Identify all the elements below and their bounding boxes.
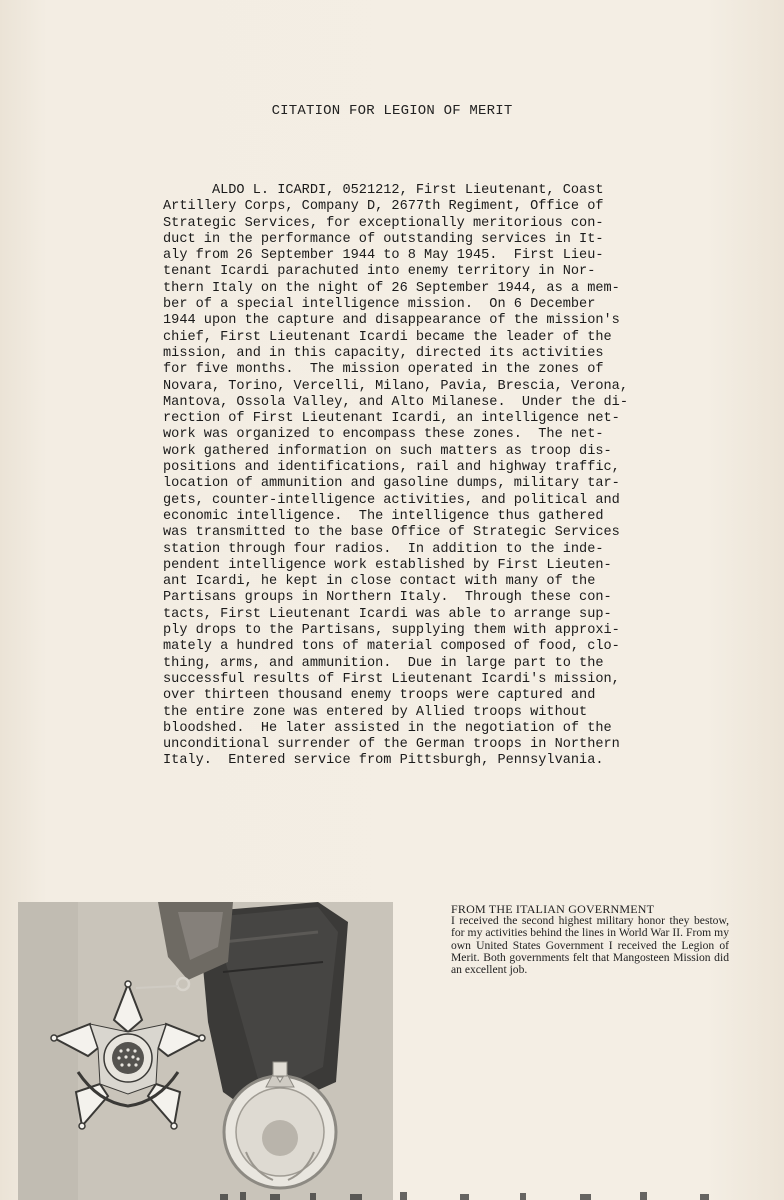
citation-line: ant Icardi, he kept in close contact with many of the xyxy=(163,574,596,590)
citation-body xyxy=(163,183,723,770)
medals-illustration xyxy=(18,902,393,1200)
citation-line: work was organized to encompass these zones. The net- xyxy=(163,427,604,443)
citation-line: rection of First Lieutenant Icardi, an intelligence net- xyxy=(163,411,620,427)
cropped-text-marks xyxy=(200,1188,760,1200)
citation-line: mission, and in this capacity, directed its activities xyxy=(163,345,604,361)
citation-line: economic intelligence. The intelligence thus gathered xyxy=(163,508,604,524)
medals-photo xyxy=(18,902,393,1200)
citation-line: for five months. The mission operated in the zones of xyxy=(163,362,604,378)
citation-line: ALDO L. ICARDI, 0521212, First Lieutenant, Coast xyxy=(163,183,604,198)
citation-line: the entire zone was entered by Allied troops without xyxy=(163,704,588,720)
citation-line: tenant Icardi parachuted into enemy territory in Nor- xyxy=(163,264,596,280)
citation-line: was transmitted to the base Office of Strategic Services xyxy=(163,525,620,541)
citation-line: Strategic Services, for exceptionally meritorious con- xyxy=(163,215,604,231)
citation-line: Novara, Torino, Vercelli, Milano, Pavia, Brescia, Verona, xyxy=(163,378,628,394)
citation-line: mately a hundred tons of material composed of food, clo- xyxy=(163,639,620,655)
citation-line: bloodshed. He later assisted in the negotiation of the xyxy=(163,720,612,736)
citation-line: ply drops to the Partisans, supplying them with approxi- xyxy=(163,623,620,639)
citation-line: thing, arms, and ammunition. Due in large part to the xyxy=(163,655,604,671)
citation-line: chief, First Lieutenant Icardi became the leader of the xyxy=(163,329,612,345)
caption-text: I received the second highest military honor they bestow, for my activities behind the lines in World War II. From my own United States Government I received the Legion of Merit. Both governments felt that Mangosteen Mission did an excellent job. xyxy=(451,914,729,977)
citation-line: Partisans groups in Northern Italy. Through these con- xyxy=(163,590,612,606)
citation-line: work gathered information on such matters as troop dis- xyxy=(163,443,612,459)
document-title: CITATION FOR LEGION OF MERIT xyxy=(271,103,513,119)
citation-line: Italy. Entered service from Pittsburgh, Pennsylvania. xyxy=(163,753,604,769)
citation-line: successful results of First Lieutenant Icardi's mission, xyxy=(163,671,620,687)
citation-line: gets, counter-intelligence activities, and political and xyxy=(163,492,620,508)
citation-line: positions and identifications, rail and highway traffic, xyxy=(163,460,620,476)
citation-line: Mantova, Ossola Valley, and Alto Milanese. Under the di- xyxy=(163,394,628,410)
citation-line: over thirteen thousand enemy troops were captured and xyxy=(163,688,596,704)
citation-line: tacts, First Lieutenant Icardi was able to arrange sup- xyxy=(163,606,612,622)
citation-line: location of ammunition and gasoline dumps, military tar- xyxy=(163,476,620,492)
citation-line: 1944 upon the capture and disappearance of the mission's xyxy=(163,313,620,329)
photo-caption xyxy=(451,903,729,976)
citation-line: unconditional surrender of the German troops in Northern xyxy=(163,737,620,753)
citation-line: duct in the performance of outstanding services in It- xyxy=(163,231,604,247)
citation-line: pendent intelligence work established by First Lieuten- xyxy=(163,557,612,573)
citation-line: aly from 26 September 1944 to 8 May 1945. First Lieu- xyxy=(163,248,604,264)
citation-line: thern Italy on the night of 26 September 1944, as a mem- xyxy=(163,280,620,296)
citation-line: Artillery Corps, Company D, 2677th Regiment, Office of xyxy=(163,199,604,215)
caption-heading: FROM THE ITALIAN GOVERNMENT xyxy=(451,902,655,916)
citation-line: ber of a special intelligence mission. On 6 December xyxy=(163,297,596,313)
citation-line: station through four radios. In addition to the inde- xyxy=(163,541,604,557)
